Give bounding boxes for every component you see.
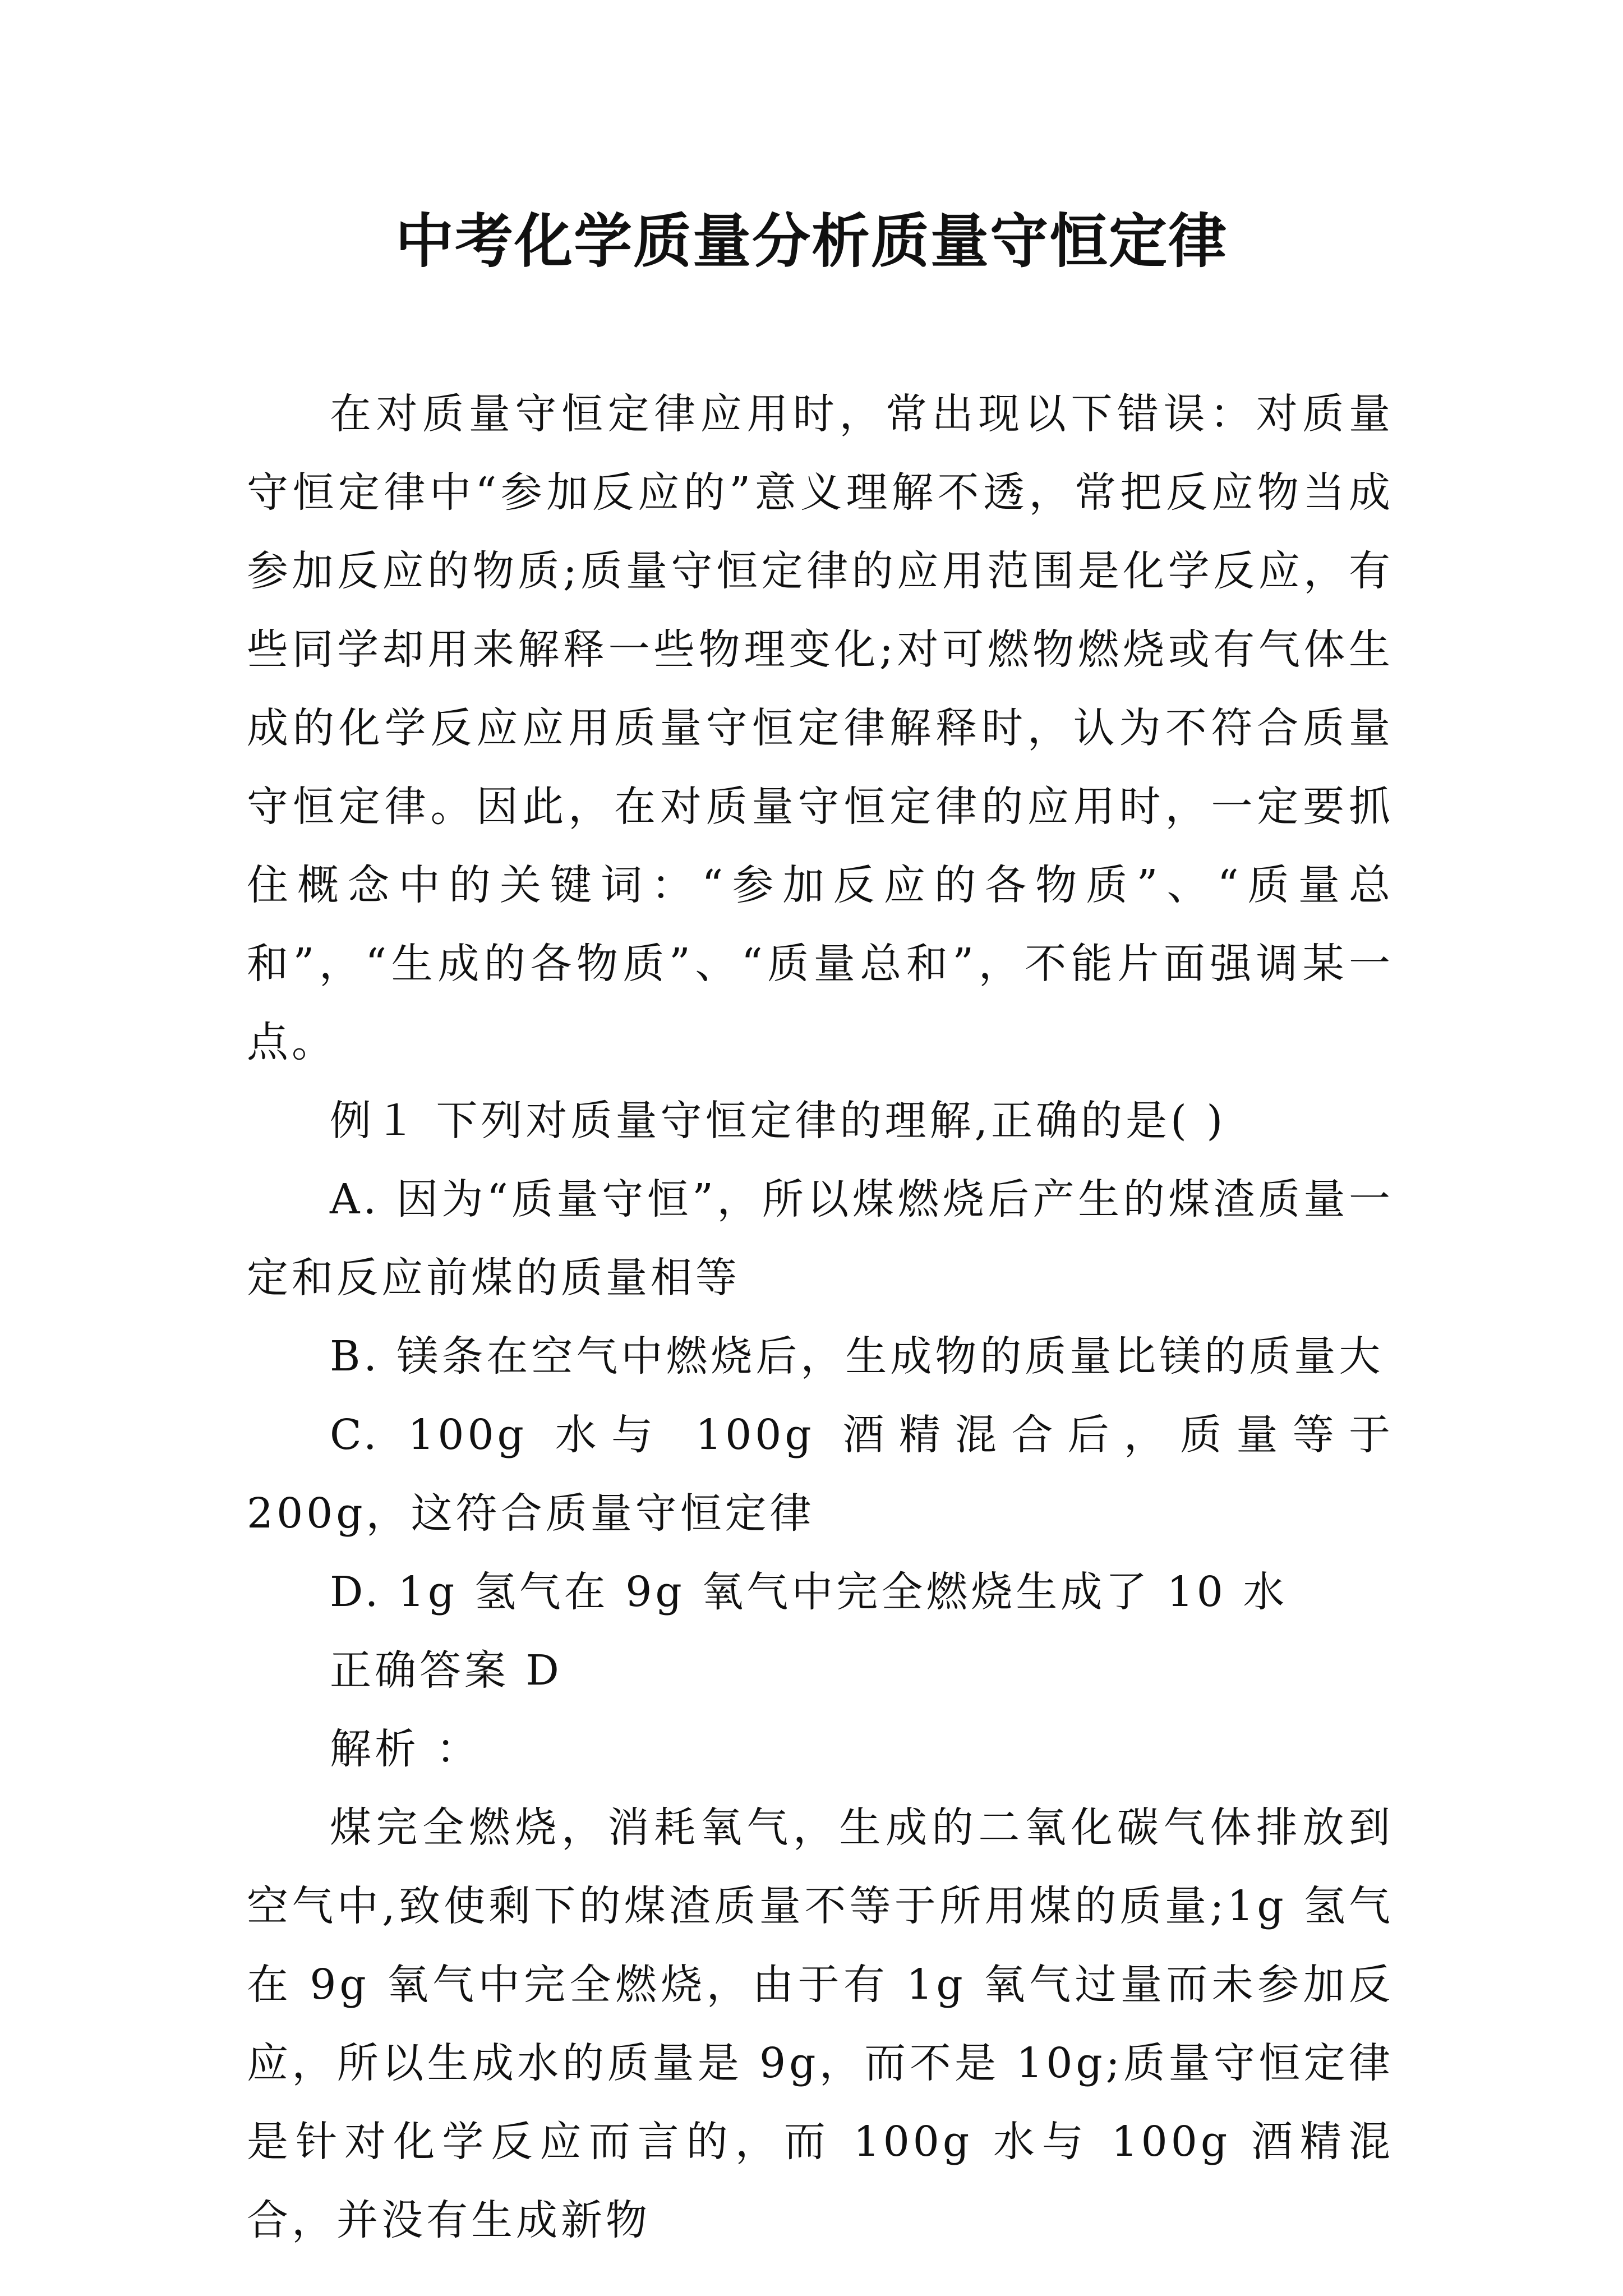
intro-paragraph: 在对质量守恒定律应用时，常出现以下错误：对质量守恒定律中“参加反应的”意义理解不透，常把反应物当成参加反应的物质;质量守恒定律的应用范围是化学反应，有些同学却用来解释一些物理变化;对可燃物燃烧或有气体生成的化学反应应用质量守恒定律解释时，认为不符合质量守恒定律。因此，在对质量守恒定律的应用时，一定要抓住概念中的关键词：“参加反应的各物质”、“质量总和”，“生成的各物质”、“质量总和”，不能片面强调某一点。 (247, 390, 1394, 1066)
document-body (247, 375, 1394, 2260)
option-b: B. 镁条在空气中燃烧后，生成物的质量比镁的质量大 (330, 1332, 1384, 1381)
option-a: A. 因为“质量守恒”，所以煤燃烧后产生的煤渣质量一定和反应前煤的质量相等 (247, 1175, 1394, 1302)
option-c: C. 100g 水与 100g 酒精混合后，质量等于 200g，这符合质量守恒定律 (247, 1411, 1394, 1538)
analysis-heading: 解析 ： (330, 1725, 481, 1773)
example-question: 例１ 下列对质量守恒定律的理解,正确的是( ) (330, 1097, 1227, 1145)
analysis-paragraph: 煤完全燃烧，消耗氧气，生成的二氧化碳气体排放到空气中,致使剩下的煤渣质量不等于所用煤的质量;1g 氢气在 9g 氧气中完全燃烧，由于有 1g 氧气过量而未参加反应，所以生成水的质量是 9g，而不是 10g;质量守恒定律是针对化学反应而言的，而 100g 水与 100g 酒精混合，并没有生成新物 (247, 1803, 1394, 2244)
option-d: D. 1g 氢气在 9g 氧气中完全燃烧生成了 10 水 (330, 1568, 1288, 1616)
correct-answer: 正确答案 D (330, 1646, 562, 1695)
document-title: 中考化学质量分析质量守恒定律 (395, 206, 1228, 275)
